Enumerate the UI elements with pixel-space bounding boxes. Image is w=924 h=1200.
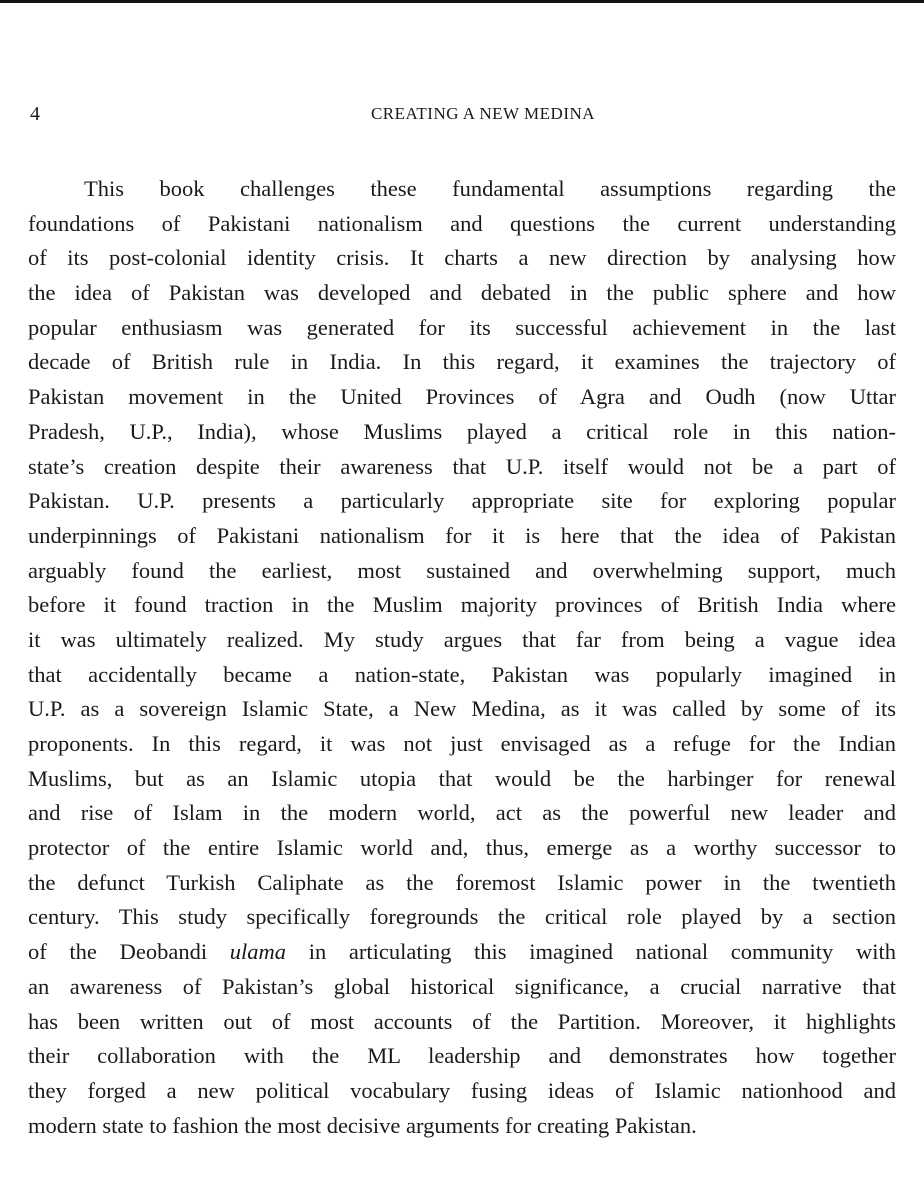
paragraph-line: state’s creation despite their awareness that U.P. itself would not be a part of <box>28 453 896 479</box>
paragraph-line: the defunct Turkish Caliphate as the foremost Islamic power in the twentieth <box>28 869 896 895</box>
page-number: 4 <box>30 103 40 125</box>
paragraph-line: they forged a new political vocabulary fusing ideas of Islamic nationhood and <box>28 1077 896 1103</box>
paragraph-line: This book challenges these fundamental assumptions regarding the <box>84 176 896 201</box>
paragraph-line: underpinnings of Pakistani nationalism for it is here that the idea of Pakistan <box>28 522 896 548</box>
paragraph-line: before it found traction in the Muslim majority provinces of British India where <box>28 592 896 618</box>
paragraph-line: that accidentally became a nation-state, Pakistan was popularly imagined in <box>28 661 896 687</box>
paragraph-line: their collaboration with the ML leadership and demonstrates how together <box>28 1043 896 1069</box>
paragraph-line: century. This study specifically foregrounds the critical role played by a section <box>28 904 896 930</box>
paragraph-line: proponents. In this regard, it was not just envisaged as a refuge for the Indian <box>28 731 896 756</box>
running-title: CREATING A NEW MEDINA <box>370 104 596 123</box>
paragraph-line: popular enthusiasm was generated for its successful achievement in the last <box>28 314 896 340</box>
paragraph-line: foundations of Pakistani nationalism and questions the current understanding <box>28 210 896 236</box>
italic-term: ulama <box>229 939 287 965</box>
paragraph-line: of its post-colonial identity crisis. It charts a new direction by analysing how <box>28 245 896 271</box>
line-text: in articulating this imagined national community with <box>286 939 896 965</box>
paragraph-line: and rise of Islam in the modern world, act as the powerful new leader and <box>28 800 896 826</box>
paragraph-line: has been written out of most accounts of the Partition. Moreover, it highlights <box>28 1008 896 1034</box>
paragraph-line: U.P. as a sovereign Islamic State, a New Medina, as it was called by some of its <box>28 696 896 722</box>
body-paragraph <box>28 172 896 1143</box>
paragraph-line: Pradesh, U.P., India), whose Muslims played a critical role in this nation- <box>28 418 896 444</box>
paragraph-line: protector of the entire Islamic world and, thus, emerge as a worthy successor to <box>28 835 896 861</box>
paragraph-line: an awareness of Pakistan’s global historical significance, a crucial narrative that <box>28 973 896 999</box>
paragraph-line: it was ultimately realized. My study argues that far from being a vague idea <box>28 626 896 652</box>
paragraph-line: decade of British rule in India. In this regard, it examines the trajectory of <box>28 349 896 375</box>
paragraph-line: Pakistan movement in the United Provinces of Agra and Oudh (now Uttar <box>28 384 896 410</box>
paragraph-line <box>28 935 896 970</box>
paragraph-line: Muslims, but as an Islamic utopia that would be the harbinger for renewal <box>28 765 896 791</box>
paragraph-line: Pakistan. U.P. presents a particularly appropriate site for exploring popular <box>28 488 896 514</box>
paragraph-line: arguably found the earliest, most sustained and overwhelming support, much <box>28 557 896 583</box>
paragraph-line: modern state to fashion the most decisive arguments for creating Pakistan. <box>28 1112 697 1138</box>
paragraph-line: the idea of Pakistan was developed and debated in the public sphere and how <box>28 280 896 306</box>
running-header <box>30 100 896 130</box>
line-text: of the Deobandi <box>28 939 230 965</box>
